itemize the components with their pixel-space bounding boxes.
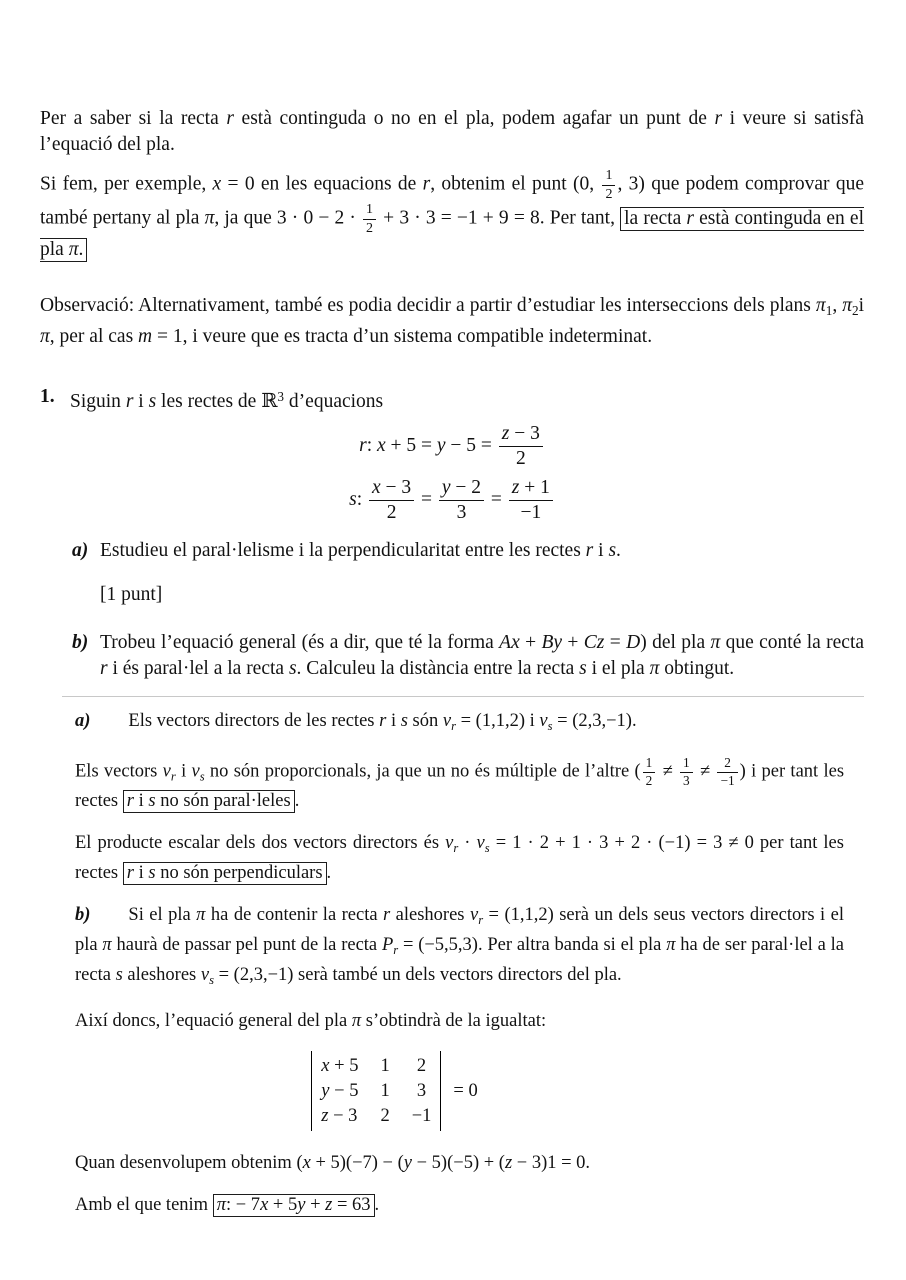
text-run: r	[125, 390, 134, 412]
text-run: x	[371, 477, 381, 499]
math-fraction	[643, 756, 656, 789]
text-run: r	[393, 942, 399, 957]
text-run: .	[294, 791, 300, 812]
text-run: s’obtindrà de la igualtat:	[361, 1011, 547, 1032]
text-run: , per al cas	[49, 325, 139, 347]
text-run: no són paral·leles	[155, 791, 291, 812]
text-run: = 63	[332, 1195, 371, 1216]
text-run: Trobeu l’equació general (és a dir, que té la forma	[100, 632, 500, 654]
text-run: π	[196, 905, 206, 926]
text-run: − 5 =	[445, 434, 497, 456]
equation-line-r	[40, 423, 864, 470]
text-run: s	[547, 718, 553, 733]
math-fraction	[499, 423, 543, 470]
text-run: ha de ser paral·lel a la recta	[75, 934, 844, 985]
text-run: π	[666, 934, 676, 955]
text-run: y	[403, 1153, 412, 1174]
text-run: s	[199, 769, 205, 784]
question-b	[72, 630, 864, 682]
text-run: =	[604, 632, 627, 654]
item-number: 1.	[40, 385, 55, 407]
text-run: s	[148, 791, 156, 812]
text-run: r	[453, 841, 459, 856]
text-run: .	[374, 1195, 380, 1216]
fraction-denominator: −1	[717, 772, 737, 789]
text-run: r	[585, 540, 594, 562]
text-run: s	[608, 540, 617, 562]
text-run: P	[381, 934, 394, 955]
solution-section	[75, 709, 844, 1218]
text-run: π	[68, 238, 79, 260]
text-run: x	[376, 434, 386, 456]
text-run: r	[126, 863, 134, 884]
math-fraction	[717, 756, 737, 789]
text-run: = (2,3,−1).	[552, 711, 637, 732]
text-run: Estudieu el paral·lelisme i la perpendicularitat entre les rectes	[100, 540, 586, 562]
question-a	[72, 538, 864, 564]
text-run: r	[126, 791, 134, 812]
text-run: aleshores	[122, 964, 201, 985]
text-run: s	[148, 390, 157, 412]
text-run: +	[562, 632, 584, 654]
text-run: π	[710, 632, 721, 654]
math-fraction	[680, 756, 693, 789]
solution-a-line	[75, 709, 844, 739]
math-fraction	[439, 477, 484, 524]
matrix-cell	[321, 1104, 358, 1128]
text-run: +	[519, 632, 542, 654]
fraction-numerator: 2	[724, 754, 731, 770]
matrix-3x3	[311, 1051, 441, 1131]
text-run: Si fem, per exemple,	[40, 173, 213, 195]
matrix-cell: 1	[380, 1056, 390, 1077]
text-run: − 3	[509, 422, 540, 444]
text-run: són	[407, 711, 443, 732]
text-run: Amb el que tenim	[75, 1195, 213, 1216]
text-run: r	[226, 108, 234, 129]
text-run: ·	[458, 833, 477, 854]
text-run: v	[191, 761, 200, 782]
intro-paragraph	[40, 106, 864, 158]
dot-product-paragraph	[75, 831, 844, 886]
text-run: .	[616, 540, 621, 562]
text-run: s	[400, 711, 408, 732]
text-run: ha de contenir la recta	[205, 905, 384, 926]
fraction-denominator: 2	[643, 772, 656, 789]
text-run: = (1,1,2) i	[455, 711, 540, 732]
text-run: 1	[825, 302, 833, 318]
text-run: = (2,3,−1) serà també un dels vectors directors del pla.	[213, 964, 622, 985]
final-result-paragraph	[75, 1193, 844, 1218]
text-run: z	[325, 1195, 333, 1216]
text-run: y	[297, 1195, 306, 1216]
text-run: z	[511, 477, 520, 499]
text-run: = (1,1,2) serà un dels seus vectors directors i el pla	[75, 905, 844, 955]
text-run: i	[133, 863, 149, 884]
text-run: ≠	[657, 761, 679, 782]
text-run: + 5)(−7) − (	[310, 1153, 404, 1174]
text-run: z	[504, 1153, 513, 1174]
text-run: π	[204, 208, 215, 230]
fraction-numerator	[439, 477, 484, 500]
text-run: d’equacions	[284, 390, 384, 412]
fraction-denominator: 3	[439, 500, 484, 524]
math-fraction	[369, 477, 414, 524]
item-letter: b)	[75, 905, 91, 926]
fraction-numerator: 1	[366, 201, 374, 218]
text-run: Ax	[499, 632, 520, 654]
text-run: − 3	[380, 477, 412, 499]
text-run: v	[200, 964, 210, 985]
text-run: i és paral·lel a la recta	[107, 658, 289, 680]
text-run: r	[714, 108, 723, 129]
text-run: − 5	[329, 1081, 359, 1102]
text-run: +	[305, 1195, 326, 1216]
text-run: r	[478, 912, 484, 927]
fraction-denominator: 2	[602, 185, 615, 203]
text-run: = 0 en les equacions de	[221, 173, 423, 195]
text-run: Si el pla	[128, 905, 197, 926]
text-run: r	[686, 208, 694, 230]
text-run: By	[541, 632, 563, 654]
text-run: Siguin	[70, 390, 126, 412]
text-run: no són proporcionals, ja que un no és múltiple de l’altre (	[204, 761, 641, 782]
matrix-cell: 3	[416, 1081, 427, 1102]
item-text	[100, 538, 864, 564]
text-run: s	[484, 841, 490, 856]
text-run: ) i per tant les rectes	[75, 761, 845, 812]
proportionality-paragraph	[75, 756, 844, 814]
text-run: 3	[277, 388, 285, 404]
text-run: s	[148, 863, 156, 884]
text-run: z	[501, 422, 510, 444]
text-run: ≠	[694, 761, 716, 782]
text-run: i	[386, 711, 401, 732]
text-run: m	[138, 325, 153, 347]
text-run: s	[209, 972, 214, 987]
text-run: [1 punt]	[100, 584, 163, 606]
text-run: i	[175, 761, 192, 782]
text-run: obtingut.	[659, 658, 735, 680]
text-run: =	[416, 489, 437, 511]
paragraph-text	[128, 711, 636, 731]
text-run: El producte escalar dels dos vectors directors és	[75, 833, 446, 854]
text-run: s	[288, 658, 297, 680]
math-fraction	[509, 477, 553, 524]
text-run: r	[379, 711, 387, 732]
text-run: − 3)1 = 0.	[512, 1153, 591, 1174]
matrix-cell: 2	[416, 1056, 427, 1077]
text-run: Cz	[583, 632, 605, 654]
text-run: , 3) que podem comprovar que també pertany al pla	[40, 173, 864, 230]
text-run: + 5	[329, 1056, 359, 1077]
text-run: Observació: Alternativament, també es podia decidir a partir d’estudiar les interseccions dels plans	[40, 294, 816, 316]
text-run: ,	[832, 294, 843, 316]
thus-paragraph	[75, 1009, 844, 1034]
fraction-numerator: 1	[683, 754, 690, 770]
text-run: y	[436, 434, 446, 456]
text-run: s	[115, 964, 123, 985]
text-run: Quan desenvolupem obtenim (	[75, 1153, 303, 1174]
solution-b-paragraph	[75, 903, 844, 992]
matrix-cell: 1	[380, 1081, 390, 1102]
text-run: = (−5,5,3). Per altra banda si el pla	[398, 934, 667, 955]
text-run: i	[593, 540, 609, 562]
text-run: π	[216, 1195, 226, 1216]
text-run: 2	[851, 302, 859, 318]
math-fraction	[602, 168, 615, 202]
fraction-denominator: 3	[680, 772, 693, 789]
fraction-numerator: 1	[605, 167, 613, 183]
text-run: r	[383, 905, 391, 926]
fraction-denominator: −1	[509, 500, 553, 524]
text-run: v	[162, 761, 171, 782]
text-run: x	[321, 1056, 330, 1077]
text-run: π	[842, 294, 852, 316]
text-run: − 3	[328, 1106, 358, 1127]
text-run: les rectes de ℝ	[156, 390, 278, 412]
text-run: r	[451, 718, 456, 733]
text-run: v	[476, 833, 485, 854]
points-label	[100, 582, 864, 608]
text-run: π	[815, 294, 826, 316]
text-run: aleshores	[390, 905, 470, 926]
text-run: =	[486, 489, 507, 511]
text-run: i	[858, 294, 865, 316]
text-run: + 3 · 3 = −1 + 9 = 8. Per tant,	[378, 208, 621, 230]
text-run: v	[445, 833, 454, 854]
text-run: està continguda o no en el pla, podem agafar un punt de	[233, 108, 715, 129]
text-run: D	[626, 632, 641, 654]
item-text	[100, 630, 864, 682]
text-run: − 2	[450, 477, 482, 499]
solution-divider	[62, 696, 864, 697]
text-run: x	[302, 1153, 311, 1174]
text-run: z	[321, 1106, 329, 1127]
text-run: i el pla	[586, 658, 650, 680]
fraction-numerator	[509, 477, 553, 500]
text-run: v	[469, 905, 479, 926]
equation-line-s	[40, 477, 864, 524]
text-run: x	[260, 1195, 269, 1216]
text-run: i	[133, 791, 149, 812]
text-run: π	[649, 658, 660, 680]
text-run: y	[321, 1081, 330, 1102]
paragraph-text	[75, 905, 844, 985]
text-run: r	[359, 434, 367, 456]
text-run: està continguda en el pla	[40, 208, 864, 260]
text-run: + 5	[268, 1195, 298, 1216]
text-run: ) del pla	[640, 632, 711, 654]
fraction-denominator: 2	[369, 500, 414, 524]
text-run: Per a saber si la recta	[40, 108, 227, 129]
fraction-denominator: 2	[363, 219, 376, 237]
fraction-numerator	[499, 423, 543, 446]
example-paragraph	[40, 168, 864, 263]
text-run: .	[78, 238, 84, 260]
item-letter: b)	[72, 632, 89, 654]
text-run: − 5)(−5) + (	[412, 1153, 505, 1174]
text-run: = 1, i veure que es tracta d’un sistema compatible indeterminat.	[152, 325, 653, 347]
text-run: x	[212, 173, 222, 195]
item-text	[70, 384, 864, 415]
observation-paragraph	[40, 293, 864, 350]
math-fraction	[363, 202, 376, 236]
matrix-cell: −1	[411, 1106, 432, 1127]
boxed-result	[123, 790, 295, 813]
boxed-result	[213, 1194, 375, 1217]
text-run: : − 7	[225, 1195, 261, 1216]
text-run: s	[579, 658, 587, 680]
text-run: Els vectors	[75, 761, 163, 782]
text-run: i veure si satisfà l’equació del pla.	[40, 108, 865, 155]
text-run: = 1 · 2 + 1 · 3 + 2 · (−1) = 3 ≠ 0 per tant les rectes	[75, 833, 844, 884]
matrix-cell: 2	[380, 1106, 390, 1127]
text-run: π	[351, 1011, 362, 1032]
text-run: no són perpendiculars	[155, 863, 323, 884]
text-run: r	[422, 173, 431, 195]
text-run: la recta	[624, 208, 687, 230]
text-run: i	[133, 390, 149, 412]
text-run: + 5 =	[385, 434, 437, 456]
text-run: Els vectors directors de les rectes	[128, 711, 380, 732]
text-run: , obtenim el punt (0,	[430, 173, 601, 195]
text-run: r	[170, 769, 176, 784]
text-run: r	[100, 658, 108, 680]
text-run: . Calculeu la distància entre la recta	[296, 658, 580, 680]
text-run: π	[102, 934, 112, 955]
expansion-paragraph	[75, 1151, 844, 1176]
text-run: π	[40, 325, 50, 347]
equals-zero: = 0	[453, 1080, 478, 1101]
exercise-item-1	[40, 384, 864, 415]
text-run: v	[539, 711, 548, 732]
text-run: haurà de passar pel punt de la recta	[111, 934, 382, 955]
boxed-result	[123, 862, 327, 885]
text-run: s	[349, 489, 357, 511]
text-run: + 1	[519, 477, 550, 499]
matrix-cell	[321, 1054, 358, 1078]
text-run: , ja que 3 · 0 − 2 ·	[214, 208, 362, 230]
fraction-denominator: 2	[499, 446, 543, 470]
determinant-equation	[75, 1051, 714, 1131]
text-run: y	[441, 477, 451, 499]
text-run: :	[356, 489, 367, 511]
fraction-numerator: 1	[645, 754, 653, 770]
text-run: que conté la recta	[720, 632, 865, 654]
item-letter: a)	[75, 711, 91, 732]
fraction-numerator	[369, 477, 414, 500]
text-run: .	[326, 863, 332, 884]
matrix-cell	[321, 1079, 358, 1103]
item-letter: a)	[72, 540, 89, 562]
text-run: :	[366, 434, 377, 456]
text-run: Així doncs, l’equació general del pla	[75, 1011, 352, 1032]
text-run: v	[442, 711, 452, 732]
